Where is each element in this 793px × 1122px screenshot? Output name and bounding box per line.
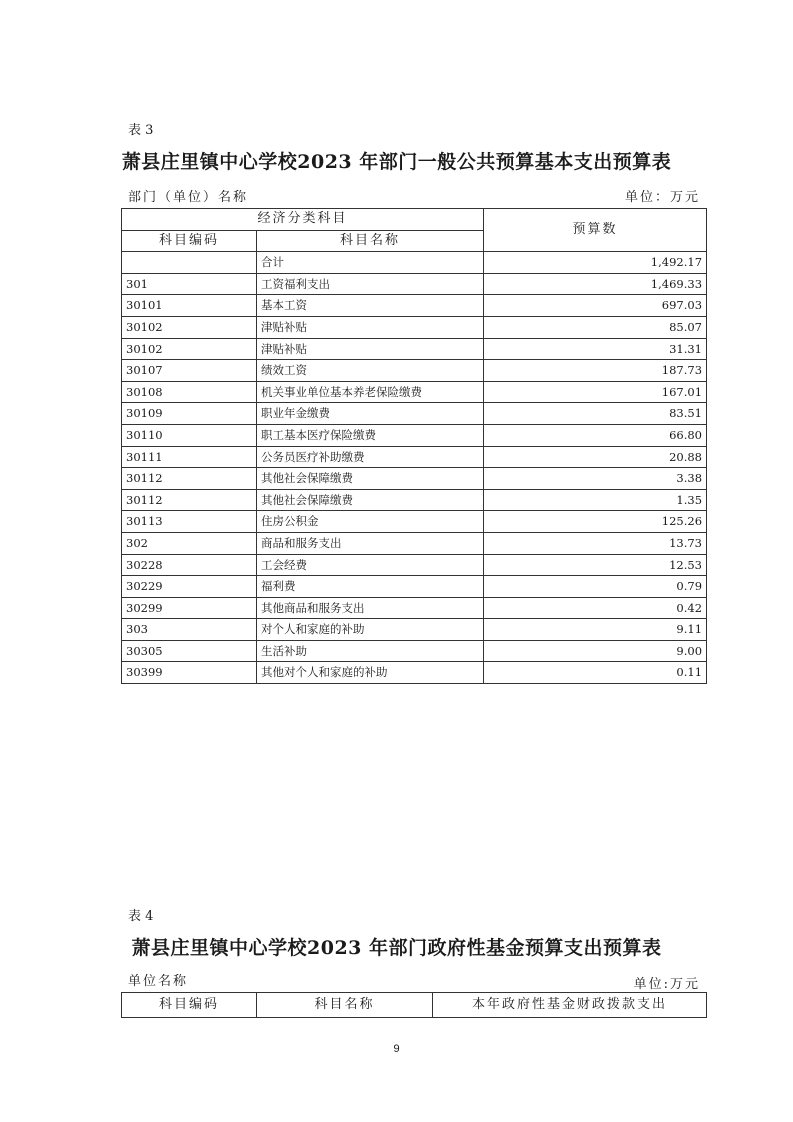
row-name: 其他商品和服务支出 bbox=[257, 597, 484, 619]
table-row bbox=[122, 403, 707, 425]
row-name: 商品和服务支出 bbox=[257, 532, 484, 554]
row-name: 绩效工资 bbox=[257, 360, 484, 382]
row-amount: 125.26 bbox=[484, 511, 707, 533]
table-row bbox=[122, 619, 707, 641]
row-amount: 66.80 bbox=[484, 424, 707, 446]
header-code: 科目编码 bbox=[122, 230, 257, 252]
row-name: 其他对个人和家庭的补助 bbox=[257, 662, 484, 684]
header-category: 经济分类科目 bbox=[122, 209, 484, 231]
table4-dept-label: 单位名称 bbox=[128, 974, 189, 989]
t4-header-code: 科目编码 bbox=[122, 993, 257, 1018]
table4-label: 表 4 bbox=[128, 909, 154, 924]
table4-unit-label: 单位:万元 bbox=[633, 977, 700, 992]
row-code: 30229 bbox=[122, 576, 257, 598]
t4-header-amount: 本年政府性基金财政拨款支出 bbox=[433, 993, 707, 1018]
row-code: 30113 bbox=[122, 511, 257, 533]
row-code: 303 bbox=[122, 619, 257, 641]
table-row bbox=[122, 511, 707, 533]
page-number: 9 bbox=[393, 1043, 400, 1055]
row-code: 30102 bbox=[122, 338, 257, 360]
table3 bbox=[121, 208, 707, 684]
row-name: 机关事业单位基本养老保险缴费 bbox=[257, 381, 484, 403]
table4 bbox=[121, 992, 707, 1018]
row-code: 30110 bbox=[122, 424, 257, 446]
table-row bbox=[122, 273, 707, 295]
row-amount: 1.35 bbox=[484, 489, 707, 511]
row-amount: 1,469.33 bbox=[484, 273, 707, 295]
row-name: 职工基本医疗保险缴费 bbox=[257, 424, 484, 446]
row-amount: 1,492.17 bbox=[484, 252, 707, 274]
row-amount: 9.11 bbox=[484, 619, 707, 641]
table-row bbox=[122, 576, 707, 598]
row-name: 工资福利支出 bbox=[257, 273, 484, 295]
table3-dept-label: 部门（单位）名称 bbox=[128, 190, 249, 205]
row-amount: 13.73 bbox=[484, 532, 707, 554]
row-amount: 9.00 bbox=[484, 640, 707, 662]
row-code bbox=[122, 252, 257, 274]
row-amount: 0.42 bbox=[484, 597, 707, 619]
row-amount: 187.73 bbox=[484, 360, 707, 382]
row-amount: 3.38 bbox=[484, 468, 707, 490]
row-name: 工会经费 bbox=[257, 554, 484, 576]
row-code: 30299 bbox=[122, 597, 257, 619]
row-code: 30111 bbox=[122, 446, 257, 468]
row-code: 30108 bbox=[122, 381, 257, 403]
table-row bbox=[122, 360, 707, 382]
table-row bbox=[122, 446, 707, 468]
row-code: 30102 bbox=[122, 316, 257, 338]
table-row bbox=[122, 532, 707, 554]
t4-header-name: 科目名称 bbox=[257, 993, 433, 1018]
row-name: 生活补助 bbox=[257, 640, 484, 662]
row-amount: 697.03 bbox=[484, 295, 707, 317]
row-amount: 83.51 bbox=[484, 403, 707, 425]
table-row bbox=[122, 295, 707, 317]
table-row bbox=[122, 381, 707, 403]
row-code: 30112 bbox=[122, 468, 257, 490]
row-name: 合计 bbox=[257, 252, 484, 274]
table-row bbox=[122, 424, 707, 446]
table-row bbox=[122, 597, 707, 619]
table3-title: 萧县庄里镇中心学校2023 年部门一般公共预算基本支出预算表 bbox=[121, 151, 672, 173]
table-row bbox=[122, 316, 707, 338]
row-name: 津贴补贴 bbox=[257, 338, 484, 360]
table3-label: 表 3 bbox=[128, 123, 154, 138]
row-name: 公务员医疗补助缴费 bbox=[257, 446, 484, 468]
table4-header-row bbox=[122, 993, 707, 1018]
row-name: 对个人和家庭的补助 bbox=[257, 619, 484, 641]
row-amount: 20.88 bbox=[484, 446, 707, 468]
row-code: 30228 bbox=[122, 554, 257, 576]
row-name: 职业年金缴费 bbox=[257, 403, 484, 425]
row-code: 30112 bbox=[122, 489, 257, 511]
row-amount: 31.31 bbox=[484, 338, 707, 360]
row-amount: 0.79 bbox=[484, 576, 707, 598]
row-code: 30305 bbox=[122, 640, 257, 662]
row-name: 其他社会保障缴费 bbox=[257, 468, 484, 490]
row-name: 其他社会保障缴费 bbox=[257, 489, 484, 511]
table3-unit-label: 单位：万元 bbox=[624, 190, 700, 205]
row-name: 住房公积金 bbox=[257, 511, 484, 533]
table-row bbox=[122, 640, 707, 662]
row-code: 301 bbox=[122, 273, 257, 295]
row-code: 30109 bbox=[122, 403, 257, 425]
table-row bbox=[122, 338, 707, 360]
row-code: 30107 bbox=[122, 360, 257, 382]
row-amount: 0.11 bbox=[484, 662, 707, 684]
table-row bbox=[122, 468, 707, 490]
table-row bbox=[122, 252, 707, 274]
table3-body bbox=[122, 209, 707, 684]
header-amount: 预算数 bbox=[484, 209, 707, 252]
table-row bbox=[122, 554, 707, 576]
table3-header-row bbox=[122, 209, 707, 231]
row-code: 30399 bbox=[122, 662, 257, 684]
row-code: 30101 bbox=[122, 295, 257, 317]
row-name: 福利费 bbox=[257, 576, 484, 598]
row-amount: 12.53 bbox=[484, 554, 707, 576]
table-row bbox=[122, 662, 707, 684]
table4-title: 萧县庄里镇中心学校2023 年部门政府性基金预算支出预算表 bbox=[131, 937, 662, 959]
row-amount: 167.01 bbox=[484, 381, 707, 403]
table-row bbox=[122, 489, 707, 511]
row-name: 基本工资 bbox=[257, 295, 484, 317]
header-name: 科目名称 bbox=[257, 230, 484, 252]
row-code: 302 bbox=[122, 532, 257, 554]
row-name: 津贴补贴 bbox=[257, 316, 484, 338]
row-amount: 85.07 bbox=[484, 316, 707, 338]
